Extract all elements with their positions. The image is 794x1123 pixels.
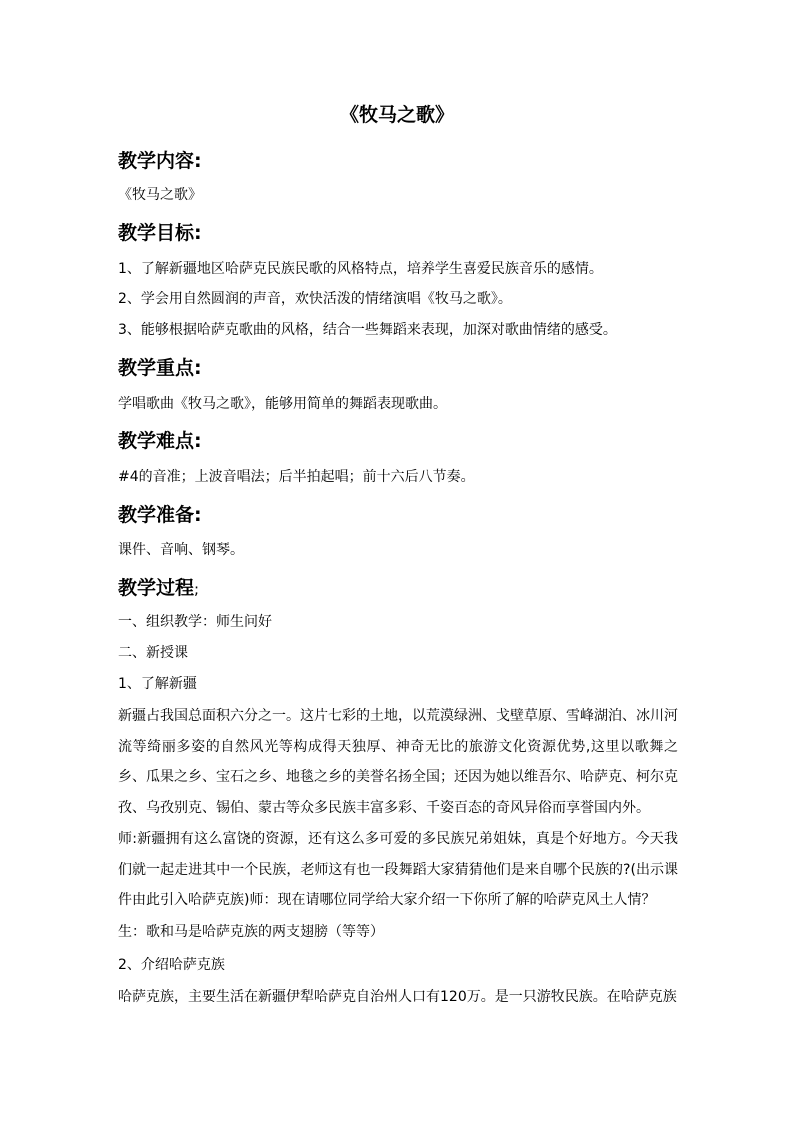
heading-key-points: 教学重点: <box>118 357 202 379</box>
process-sub-2: 2、介绍哈萨克族 <box>118 957 225 973</box>
process-paragraph-3: 生：歌和马是哈萨克族的两支翅膀（等等） <box>118 924 384 940</box>
document-title: 《牧马之歌》 <box>339 104 454 126</box>
process-paragraph-1: 新疆占我国总面积六分之一。这片七彩的土地，以荒漠绿洲、戈壁草原、雪峰湖泊、冰川河流等绮丽多姿的自然风光等构成得天独厚、神奇无比的旅游文化资源优势,这里以歌舞之乡、瓜果之乡、宝石之乡、地毯之乡的美誉名扬全国；还因为她以维吾尔、哈萨克、柯尔克孜、乌孜别克、锡伯、蒙古等众多民族丰富多彩、千姿百态的奇风异俗而享誉国内外。 <box>118 708 678 816</box>
preparation-text: 课件、音响、钢琴。 <box>118 542 244 558</box>
heading-teaching-process-label: 教学过程 <box>118 577 195 599</box>
heading-difficulties: 教学难点: <box>118 430 202 452</box>
heading-teaching-process-tail: ; <box>194 580 200 598</box>
key-points-text: 学唱歌曲《牧马之歌》，能够用简单的舞蹈表现歌曲。 <box>118 396 447 412</box>
heading-preparation: 教学准备: <box>118 504 202 526</box>
heading-teaching-content: 教学内容: <box>118 150 202 172</box>
goal-item-2: 2、学会用自然圆润的声音，欢快活泼的情绪演唱《牧马之歌》。 <box>118 291 512 307</box>
goal-item-1: 1、了解新疆地区哈萨克民族民歌的风格特点，培养学生喜爱民族音乐的感情。 <box>118 261 603 277</box>
difficulties-text: #4的音准；上波音唱法；后半拍起唱；前十六后八节奏。 <box>118 469 475 485</box>
heading-teaching-goals: 教学目标: <box>118 222 202 244</box>
heading-teaching-process <box>118 573 199 604</box>
process-step-2: 二、新授课 <box>118 645 188 661</box>
process-paragraph-4: 哈萨克族，主要生活在新疆伊犁哈萨克自治州人口有120万。是一只游牧民族。在哈萨克族 <box>118 989 677 1005</box>
process-paragraph-2: 师:新疆拥有这么富饶的资源，还有这么多可爱的多民族兄弟姐妹，真是个好地方。今天我们就一起走进其中一个民族，老师这有也一段舞蹈大家猜猜他们是来自哪个民族的?(出示课件由此引入哈萨克族)师：现在请哪位同学给大家介绍一下你所了解的哈萨克风土人情？ <box>118 831 678 908</box>
teaching-content-text: 《牧马之歌》 <box>118 187 202 203</box>
process-step-1: 一、组织教学：师生问好 <box>118 614 272 630</box>
process-sub-1: 1、了解新疆 <box>118 676 197 692</box>
goal-item-3: 3、能够根据哈萨克歌曲的风格，结合一些舞蹈来表现，加深对歌曲情绪的感受。 <box>118 322 617 338</box>
